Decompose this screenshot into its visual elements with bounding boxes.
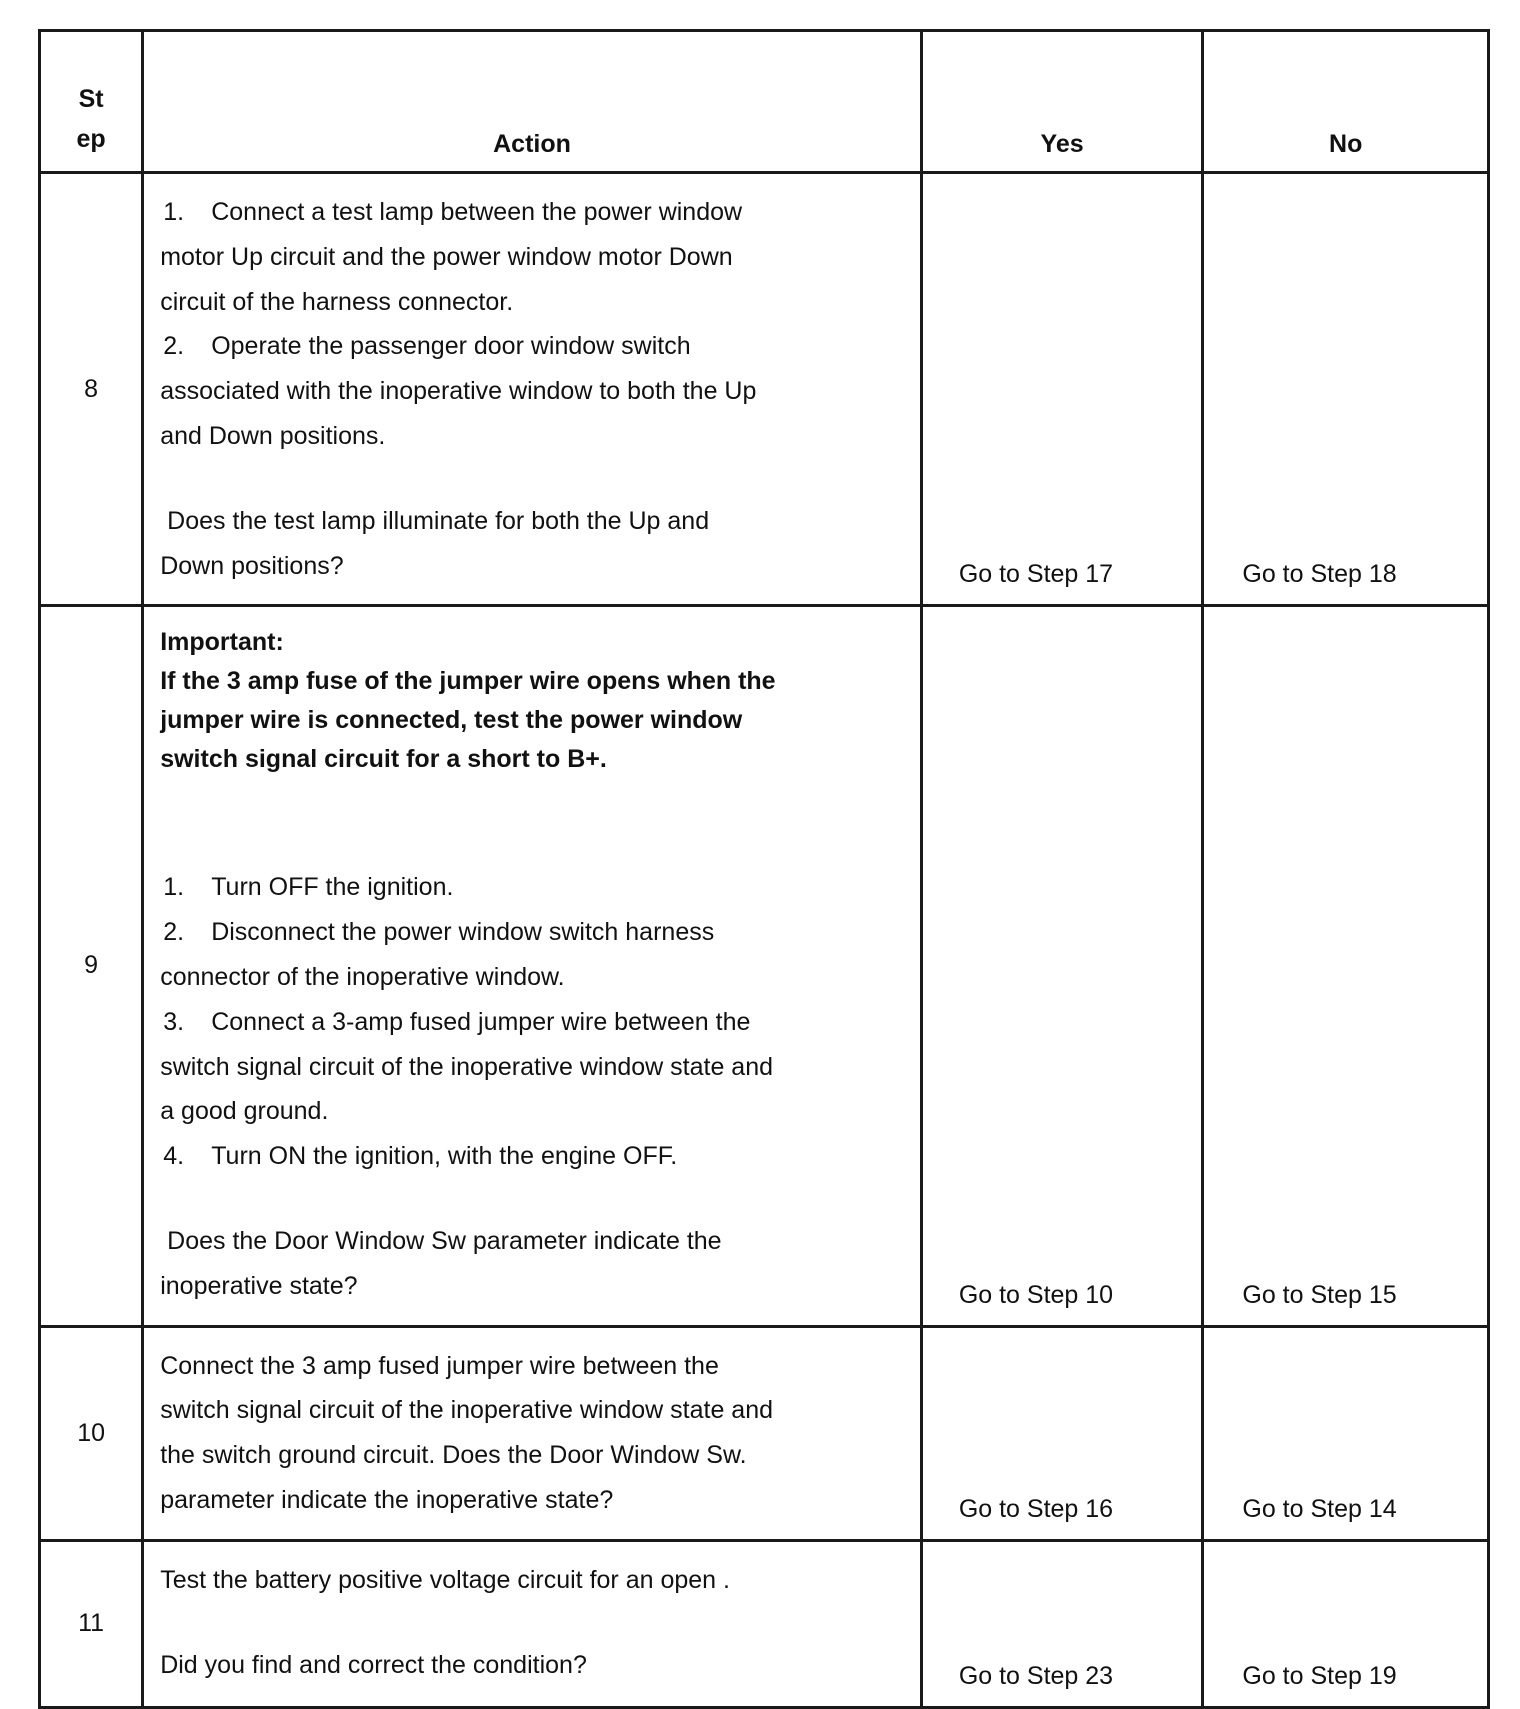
question-line: Does the Door Window Sw parameter indicate the	[160, 1226, 722, 1255]
header-yes: Yes	[921, 31, 1203, 173]
table-row	[40, 1326, 1489, 1540]
yes-result: Go to Step 23	[921, 1540, 1203, 1707]
step-number: 9	[40, 606, 143, 1326]
action-cell	[143, 1540, 922, 1707]
important-label: Important:	[160, 628, 284, 657]
item-number: 3.	[163, 1007, 185, 1036]
item-number: 1.	[163, 873, 185, 902]
action-line: Connect the 3 amp fused jumper wire between the	[160, 1351, 719, 1380]
table-row	[40, 1540, 1489, 1707]
action-line: 3. Connect a 3-amp fused jumper wire between the	[160, 1000, 908, 1045]
diagnostic-table	[38, 29, 1490, 1709]
yes-result: Go to Step 17	[921, 173, 1203, 606]
action-line: switch signal circuit of the inoperative window state and	[160, 1052, 774, 1081]
step-number: 11	[40, 1540, 143, 1707]
no-result: Go to Step 14	[1203, 1326, 1489, 1540]
action-line: 2. Disconnect the power window switch harness	[160, 910, 908, 955]
table-row	[40, 173, 1489, 606]
action-line: Test the battery positive voltage circuit for an open .	[160, 1565, 730, 1594]
header-step-line1: St	[78, 85, 104, 113]
header-step	[40, 31, 143, 173]
yes-result: Go to Step 16	[921, 1326, 1203, 1540]
header-no: No	[1203, 31, 1489, 173]
action-cell	[143, 173, 922, 606]
question-line: Did you find and correct the condition?	[160, 1650, 587, 1679]
item-number: 2.	[163, 332, 185, 361]
action-line: connector of the inoperative window.	[160, 962, 565, 991]
question-line: inoperative state?	[160, 1271, 358, 1300]
no-result: Go to Step 19	[1203, 1540, 1489, 1707]
step-number: 8	[40, 173, 143, 606]
header-action: Action	[143, 31, 922, 173]
yes-result: Go to Step 10	[921, 606, 1203, 1326]
action-line: motor Up circuit and the power window motor Down	[160, 242, 733, 271]
table-row	[40, 606, 1489, 1326]
action-cell	[143, 1326, 922, 1540]
action-line: a good ground.	[160, 1097, 329, 1126]
header-step-line2: ep	[76, 125, 106, 153]
action-line: and Down positions.	[160, 421, 386, 450]
step-number: 10	[40, 1326, 143, 1540]
no-result: Go to Step 18	[1203, 173, 1489, 606]
important-line: If the 3 amp fuse of the jumper wire opens when the	[160, 667, 776, 696]
action-line: parameter indicate the inoperative state?	[160, 1485, 614, 1514]
action-line: 4. Turn ON the ignition, with the engine OFF.	[160, 1134, 908, 1179]
item-number: 1.	[163, 198, 185, 226]
action-line: associated with the inoperative window to both the Up	[160, 377, 757, 406]
question-line: Does the test lamp illuminate for both the Up and	[160, 506, 710, 535]
action-line: 2. Operate the passenger door window switch	[160, 324, 908, 369]
question-line: Down positions?	[160, 551, 344, 580]
action-line: 1. Turn OFF the ignition.	[160, 865, 908, 910]
item-number: 4.	[163, 1142, 185, 1171]
action-line: switch signal circuit of the inoperative window state and	[160, 1396, 774, 1425]
action-line: 1. Connect a test lamp between the power window	[160, 190, 908, 235]
no-result: Go to Step 15	[1203, 606, 1489, 1326]
action-line: the switch ground circuit. Does the Door Window Sw.	[160, 1441, 747, 1470]
important-line: switch signal circuit for a short to B+.	[160, 745, 607, 774]
table-header-row	[40, 31, 1489, 173]
action-line: circuit of the harness connector.	[160, 287, 514, 316]
action-cell	[143, 606, 922, 1326]
important-line: jumper wire is connected, test the power window	[160, 706, 743, 735]
item-number: 2.	[163, 918, 185, 947]
